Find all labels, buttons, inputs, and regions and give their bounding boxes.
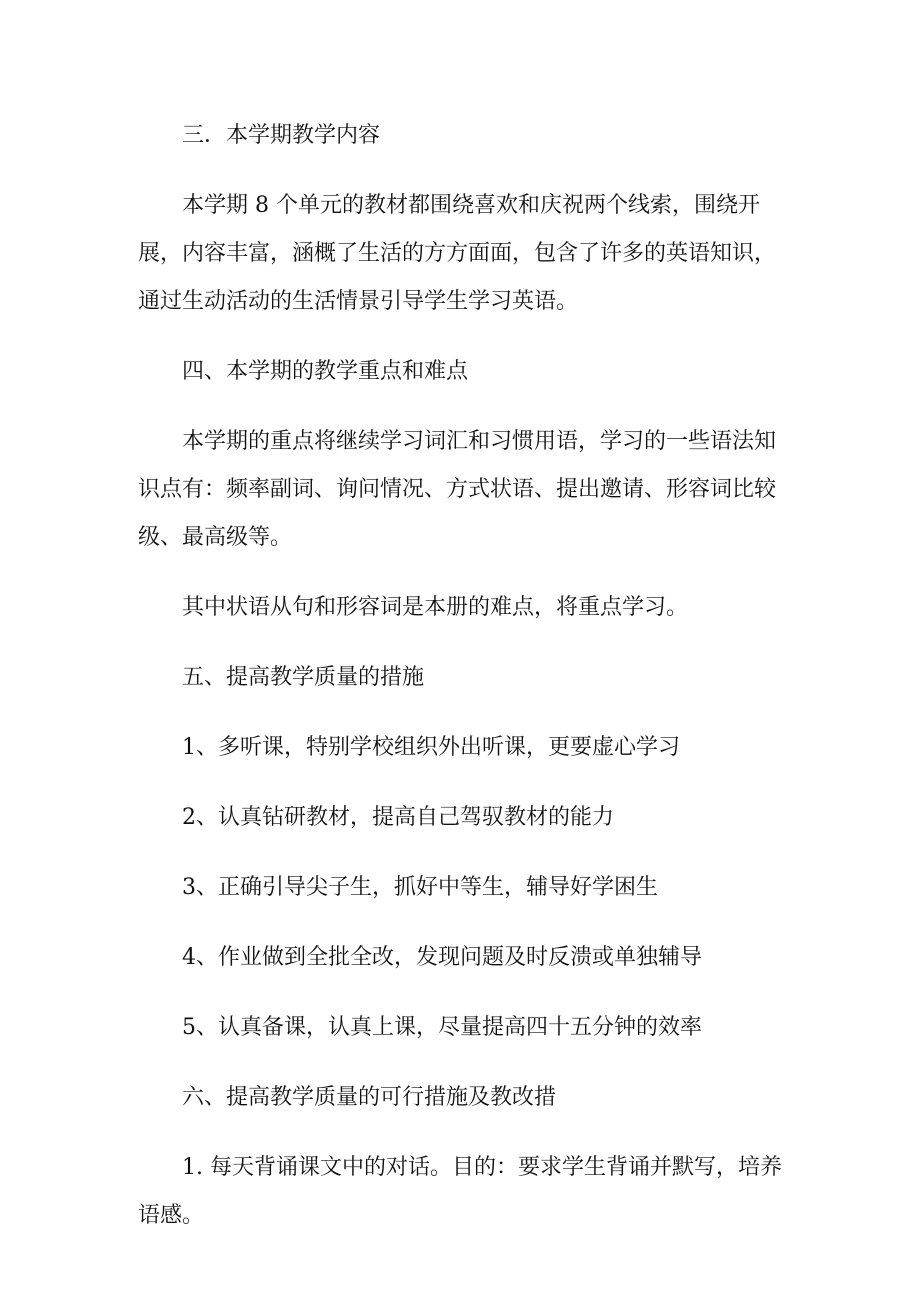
section-heading-5: 五、提高教学质量的措施 [182, 665, 425, 690]
list-item-5: 5、认真备课，认真上课，尽量提高四十五分钟的效率 [182, 1015, 702, 1040]
section-heading-3: 三．本学期教学内容 [182, 123, 381, 148]
list-item-2: 2、认真钻研教材，提高自己驾驭教材的能力 [182, 805, 614, 830]
paragraph-key-points: 本学期的重点将继续学习词汇和习惯用语，学习的一些语法知识点有：频率副词、询问情况、方式状语、提出邀请、形容词比较级、最高级等。 [138, 429, 777, 550]
document-body [138, 112, 788, 1262]
section-heading-4: 四、本学期的教学重点和难点 [182, 359, 469, 384]
list-item-3: 3、正确引导尖子生，抓好中等生，辅导好学困生 [182, 875, 658, 900]
list-item-4: 4、作业做到全批全改，发现问题及时反溃或单独辅导 [182, 945, 702, 970]
paragraph-difficulties: 其中状语从句和形容词是本册的难点，将重点学习。 [182, 595, 689, 620]
paragraph-teaching-content: 本学期 8 个单元的教材都围绕喜欢和庆祝两个线索，围绕开展，内容丰富，涵概了生活的方方面面，包含了许多的英语知识，通过生动活动的生活情景引导学生学习英语。 [138, 193, 777, 314]
measure-item-1: 1. 每天背诵课文中的对话。目的：要求学生背诵并默写，培养语感。 [138, 1155, 782, 1228]
list-item-1: 1、多听课，特别学校组织外出听课，更要虚心学习 [182, 735, 680, 760]
section-heading-6: 六、提高教学质量的可行措施及教改措 [182, 1085, 557, 1110]
